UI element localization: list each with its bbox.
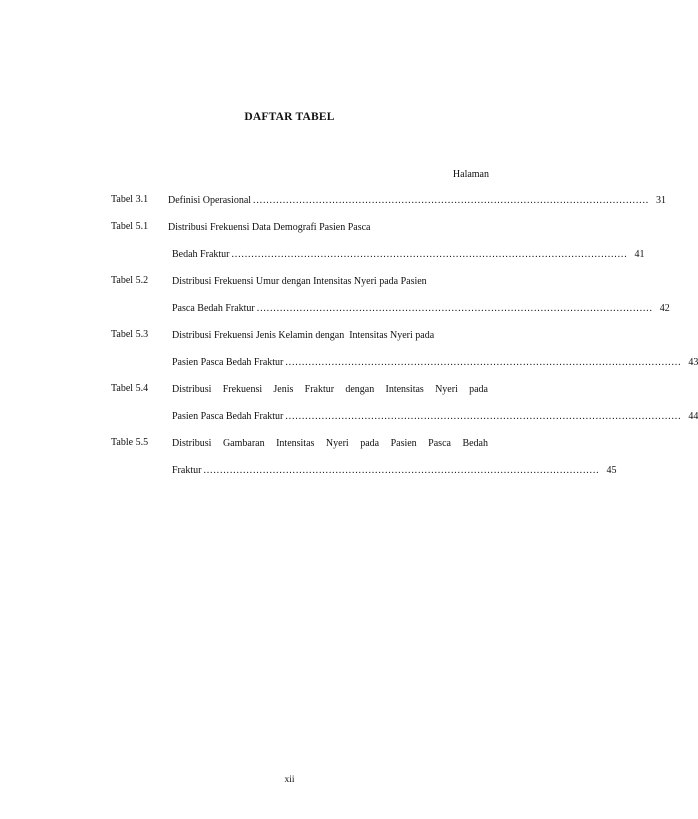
dot-leader: ........................................................................................................................ [285,411,682,422]
dot-leader: ........................................................................................................................ [253,195,650,206]
table-title-line [172,302,670,329]
table-title-line: Distribusi Frekuensi Data Demografi Pasien Pasca [168,222,371,233]
table-title-line [172,356,698,383]
table-number: Tabel 5.2 [111,275,149,286]
table-title-line [172,464,617,491]
table-entry-5-3[interactable] [111,329,698,383]
table-title-line: Distribusi Frekuensi Umur dengan Intensitas Nyeri pada Pasien [172,276,427,287]
table-title-text: Fraktur [172,465,202,476]
table-title-text: Definisi Operasional [168,195,252,206]
table-title-line [172,410,698,437]
dot-leader: ........................................................................................................................ [231,249,628,260]
table-number: Tabel 5.3 [111,329,149,340]
table-title-line: Distribusi Frekuensi Jenis Kelamin dengan Intensitas Nyeri pada [172,330,435,341]
table-title-line: Distribusi Gambaran Intensitas Nyeri pada Pasien Pasca Bedah [172,438,488,449]
page-number: 31 [656,195,667,206]
table-title-text: Pasien Pasca Bedah Fraktur [172,411,284,422]
table-entry-5-5[interactable] [111,437,617,491]
table-title-text: Pasien Pasca Bedah Fraktur [172,357,284,368]
table-title-text: Pasca Bedah Fraktur [172,303,255,314]
dot-leader: ........................................................................................................................ [256,303,653,314]
table-entry-5-1[interactable] [111,221,645,275]
page-column-label: Halaman [452,169,489,180]
table-number: Table 5.5 [111,437,149,448]
dot-leader: ........................................................................................................................ [203,465,600,476]
page-number: 45 [606,465,617,476]
page-title: DAFTAR TABEL [244,111,335,123]
dot-leader: ........................................................................................................................ [285,357,682,368]
table-number: Tabel 3.1 [111,194,149,205]
table-entry-5-4[interactable] [111,383,698,437]
table-title-line: Distribusi Frekuensi Jenis Fraktur dengan Intensitas Nyeri pada [172,384,488,395]
table-title-text: Bedah Fraktur [172,249,230,260]
page-number: 42 [659,303,670,314]
table-title-line [168,194,667,221]
table-number: Tabel 5.1 [111,221,149,232]
table-entry-5-2[interactable] [111,275,670,329]
table-title-line [172,248,645,275]
table-entry-3-1[interactable] [111,194,667,221]
page-number: 41 [634,249,645,260]
table-list [111,194,698,491]
page-number: 44 [688,411,698,422]
table-number: Tabel 5.4 [111,383,149,394]
page-number: 43 [688,357,698,368]
footer-page-number: xii [284,775,295,785]
